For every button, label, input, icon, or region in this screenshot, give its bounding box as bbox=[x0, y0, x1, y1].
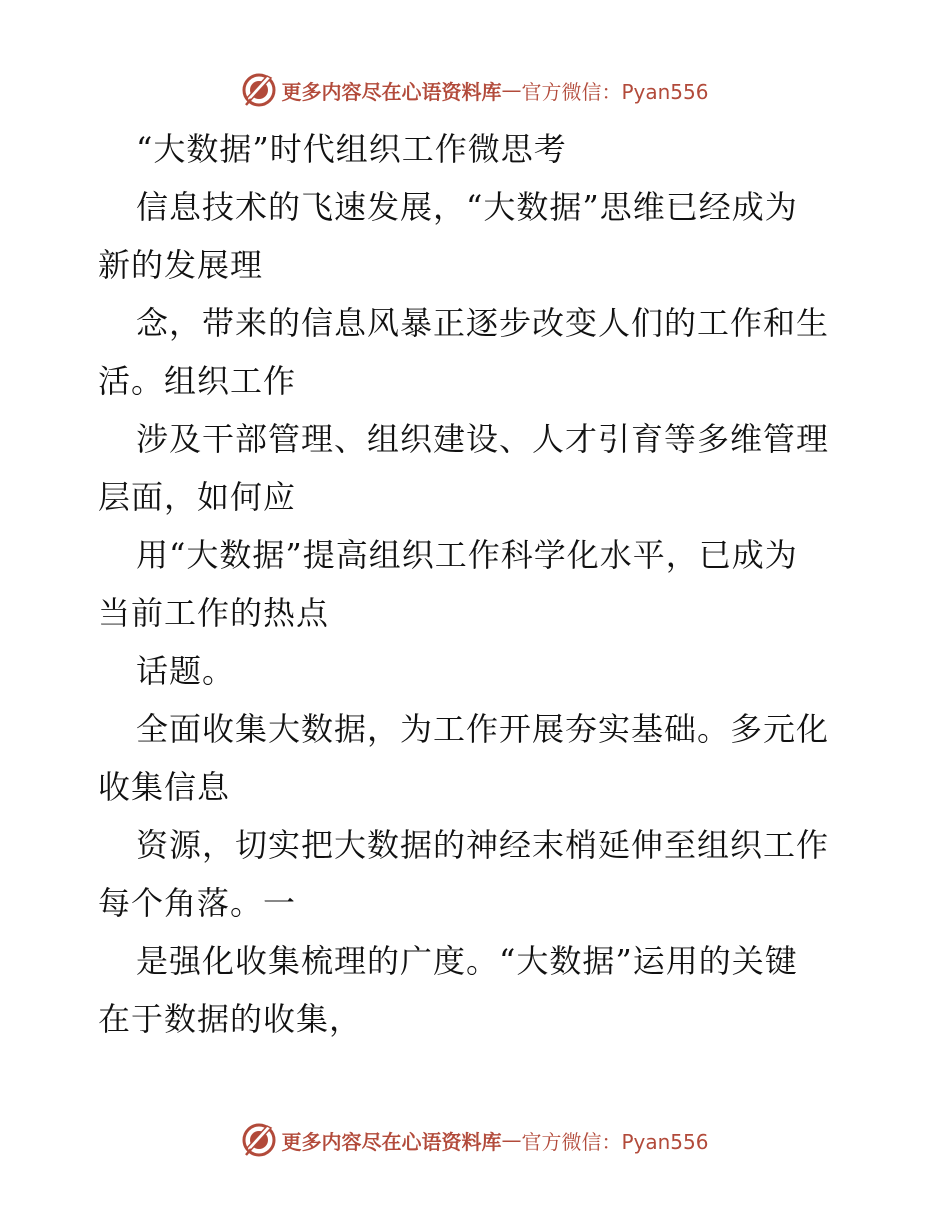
banner-dash: — bbox=[501, 78, 522, 102]
banner-wechat: 官方微信：Pyan556 bbox=[521, 79, 709, 104]
footer-banner bbox=[0, 1118, 950, 1162]
text-line: 资源，切实把大数据的神经末梢延伸至组织工作 bbox=[136, 826, 830, 864]
quill-logo-icon bbox=[241, 72, 277, 108]
header-banner bbox=[0, 68, 950, 112]
text-line: 新的发展理 bbox=[98, 246, 264, 284]
text-line: 涉及干部管理、组织建设、人才引育等多维管理 bbox=[136, 420, 830, 458]
banner-text: 更多内容尽在心语资料库 bbox=[281, 79, 502, 104]
banner-wechat: 官方微信：Pyan556 bbox=[521, 1129, 709, 1154]
text-line: 念，带来的信息风暴正逐步改变人们的工作和生 bbox=[136, 304, 830, 342]
text-line: 信息技术的飞速发展，“大数据”思维已经成为 bbox=[136, 188, 798, 226]
text-line: 每个角落。一 bbox=[98, 884, 297, 922]
text-line: 活。组织工作 bbox=[98, 362, 297, 400]
text-line: 层面，如何应 bbox=[98, 478, 297, 516]
document-title: “大数据”时代组织工作微思考 bbox=[136, 130, 567, 168]
quill-logo-icon bbox=[241, 1122, 277, 1158]
text-line: 在于数据的收集， bbox=[98, 1000, 363, 1038]
text-line: 用“大数据”提高组织工作科学化水平，已成为 bbox=[136, 536, 798, 574]
document-body bbox=[98, 120, 858, 1048]
text-line: 全面收集大数据，为工作开展夯实基础。多元化 bbox=[136, 710, 830, 748]
banner-dash: — bbox=[501, 1128, 522, 1152]
text-line: 话题。 bbox=[136, 652, 236, 690]
text-line: 是强化收集梳理的广度。“大数据”运用的关键 bbox=[136, 942, 798, 980]
banner-text: 更多内容尽在心语资料库 bbox=[281, 1129, 502, 1154]
paragraph-lines bbox=[98, 178, 858, 1048]
text-line: 当前工作的热点 bbox=[98, 594, 330, 632]
text-line: 收集信息 bbox=[98, 768, 231, 806]
